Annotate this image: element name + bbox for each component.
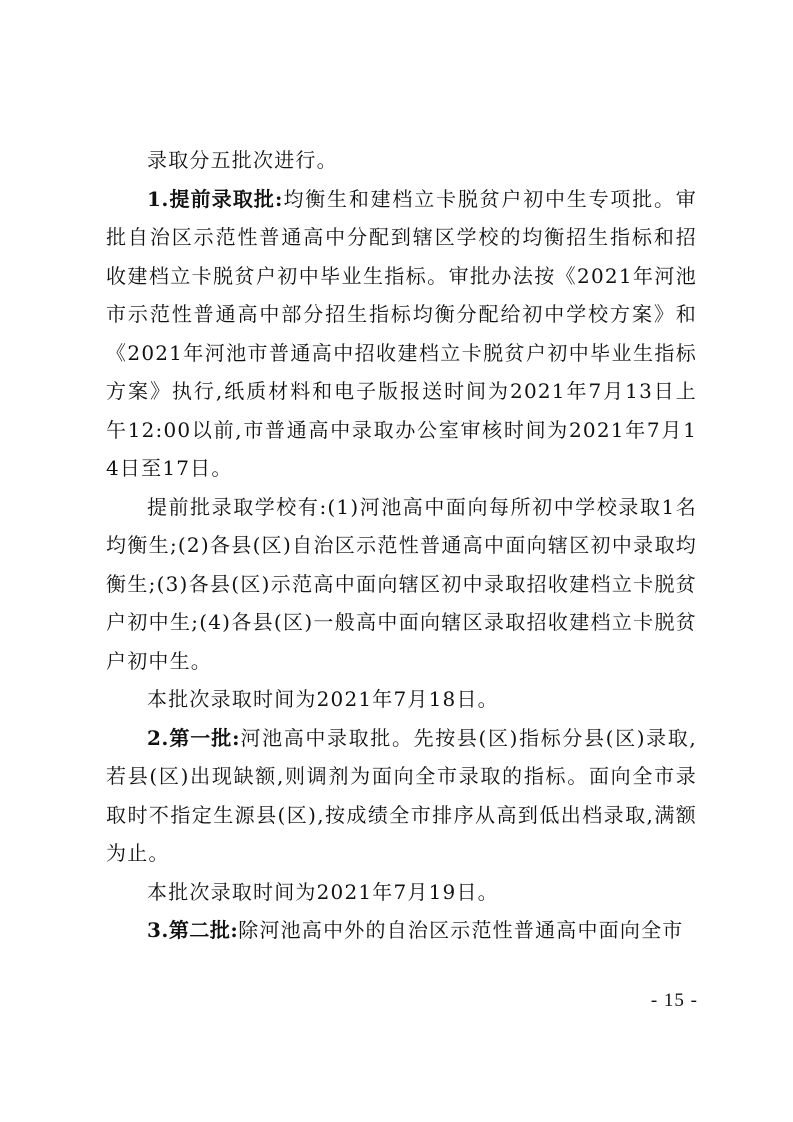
paragraph-text: 均衡生和建档立卡脱贫户初中生专项批。审批自治区示范性普通高中分配到辖区学校的均衡招生指标和招收建档立卡脱贫户初中毕业生指标。审批办法按《2021年河池市示范性普通高中部分招生指标均衡分配给初中学校方案》和《2021年河池市普通高中招收建档立卡脱贫户初中毕业生指标方案》执行,纸质材料和电子版报送时间为2021年7月13日上午12:00以前,市普通高中录取办公室审核时间为2021年7月14日至17日。 — [106, 186, 697, 480]
paragraph-heading: 3.第二批: — [147, 918, 239, 942]
paragraph-heading: 2.第一批: — [147, 725, 241, 750]
document-body — [106, 141, 697, 950]
paragraph-second-batch — [106, 911, 697, 950]
paragraph-text: 提前批录取学校有:(1)河池高中面向每所初中学校录取1名均衡生;(2)各县(区)自治区示范性普通高中面向辖区初中录取均衡生;(3)各县(区)示范高中面向辖区初中录取招收建档立卡脱贫户初中生;(4)各县(区)一般高中面向辖区录取招收建档立卡脱贫户初中生。 — [106, 494, 697, 673]
paragraph-early-batch-date — [106, 680, 697, 719]
paragraph-text: 除河池高中外的自治区示范性普通高中面向全市 — [238, 918, 684, 942]
paragraph-text: 本批次录取时间为2021年7月19日。 — [147, 879, 499, 904]
paragraph-batch-intro — [106, 141, 697, 180]
paragraph-text: 河池高中录取批。先按县(区)指标分县(区)录取,若县(区)出现缺额,则调剂为面向全市录取的指标。面向全市录取时不指定生源县(区),按成绩全市排序从高到低出档录取,满额为止。 — [106, 725, 697, 865]
paragraph-text: 录取分五批次进行。 — [147, 148, 338, 172]
page-number: - 15 - — [650, 990, 698, 1011]
paragraph-first-batch — [106, 719, 697, 873]
paragraph-early-batch-schools — [106, 488, 697, 681]
paragraph-heading: 1.提前录取批: — [147, 186, 283, 211]
paragraph-text: 本批次录取时间为2021年7月18日。 — [147, 687, 499, 711]
paragraph-early-admission-batch — [106, 180, 697, 488]
paragraph-first-batch-date — [106, 873, 697, 912]
